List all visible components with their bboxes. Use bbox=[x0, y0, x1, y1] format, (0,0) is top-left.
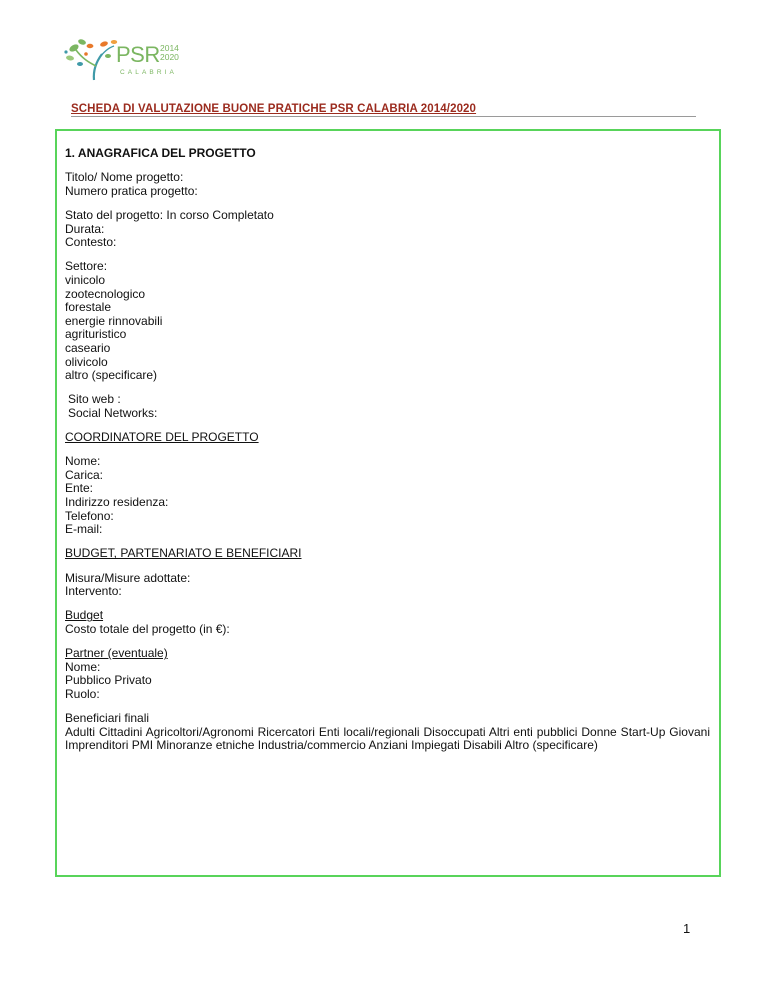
field-partner-name[interactable]: Nome: bbox=[65, 659, 101, 674]
sector-option-forestale[interactable]: forestale bbox=[65, 300, 112, 315]
field-project-number[interactable]: Numero pratica progetto: bbox=[65, 183, 198, 198]
sector-label: Settore: bbox=[65, 259, 108, 274]
field-intervention[interactable]: Intervento: bbox=[65, 584, 122, 599]
sector-option-altro[interactable]: altro (specificare) bbox=[65, 368, 158, 383]
beneficiaries-label: Beneficiari finali bbox=[65, 711, 150, 726]
field-context[interactable]: Contesto: bbox=[65, 235, 117, 250]
beneficiaries-options[interactable]: Adulti Cittadini Agricoltori/Agronomi Ricercatori Enti locali/regionali Disoccupati Altri enti pubblici Donne Start-Up Giovani Imprenditori PMI Minoranze etniche Industria/commercio Anziani Impiegati Disabili Altro (specificare) bbox=[65, 724, 710, 753]
logo-year-end: 2020 bbox=[160, 52, 179, 62]
sector-option-olivicolo[interactable]: olivicolo bbox=[65, 354, 108, 369]
field-project-title[interactable]: Titolo/ Nome progetto: bbox=[65, 170, 184, 185]
field-coordinator-address[interactable]: Indirizzo residenza: bbox=[65, 495, 169, 510]
form-content bbox=[65, 147, 715, 753]
sector-option-zootecnologico[interactable]: zootecnologico bbox=[65, 286, 146, 301]
field-total-cost[interactable]: Costo totale del progetto (in €): bbox=[65, 621, 230, 636]
document-title-bar bbox=[71, 99, 696, 117]
section-heading-coordinator: COORDINATORE DEL PROGETTO bbox=[65, 430, 259, 445]
field-partner-type[interactable]: Pubblico Privato bbox=[65, 673, 152, 688]
document-title: SCHEDA DI VALUTAZIONE BUONE PRATICHE PSR CALABRIA 2014/2020 bbox=[71, 103, 477, 115]
logo-region: CALABRIA bbox=[120, 69, 177, 76]
tree-logo-icon bbox=[60, 36, 120, 82]
sector-option-energie[interactable]: energie rinnovabili bbox=[65, 313, 163, 328]
field-partner-role[interactable]: Ruolo: bbox=[65, 686, 100, 701]
sector-option-vinicolo[interactable]: vinicolo bbox=[65, 272, 106, 287]
field-coordinator-role[interactable]: Carica: bbox=[65, 467, 104, 482]
field-website[interactable]: Sito web : bbox=[68, 392, 121, 407]
field-coordinator-entity[interactable]: Ente: bbox=[65, 481, 94, 496]
field-project-status[interactable]: Stato del progetto: In corso Completato bbox=[65, 207, 274, 222]
field-coordinator-email[interactable]: E-mail: bbox=[65, 522, 103, 537]
partner-label: Partner (eventuale) bbox=[65, 646, 168, 661]
field-coordinator-name[interactable]: Nome: bbox=[65, 454, 101, 469]
psr-logo bbox=[60, 36, 180, 84]
section-heading-anagrafica: 1. ANAGRAFICA DEL PROGETTO bbox=[65, 146, 256, 160]
budget-label: Budget bbox=[65, 608, 104, 623]
field-social-networks[interactable]: Social Networks: bbox=[68, 405, 158, 420]
logo-year-start: 2014 bbox=[160, 43, 179, 53]
page-number: 1 bbox=[683, 921, 691, 936]
section-heading-budget: BUDGET, PARTENARIATO E BENEFICIARI bbox=[65, 546, 302, 561]
logo-psr-text: PSR bbox=[116, 42, 160, 67]
logo-years bbox=[160, 44, 179, 62]
sector-option-caseario[interactable]: caseario bbox=[65, 340, 111, 355]
field-coordinator-phone[interactable]: Telefono: bbox=[65, 508, 114, 523]
field-measures[interactable]: Misura/Misure adottate: bbox=[65, 570, 191, 585]
field-duration[interactable]: Durata: bbox=[65, 221, 105, 236]
sector-option-agrituristico[interactable]: agrituristico bbox=[65, 327, 127, 342]
